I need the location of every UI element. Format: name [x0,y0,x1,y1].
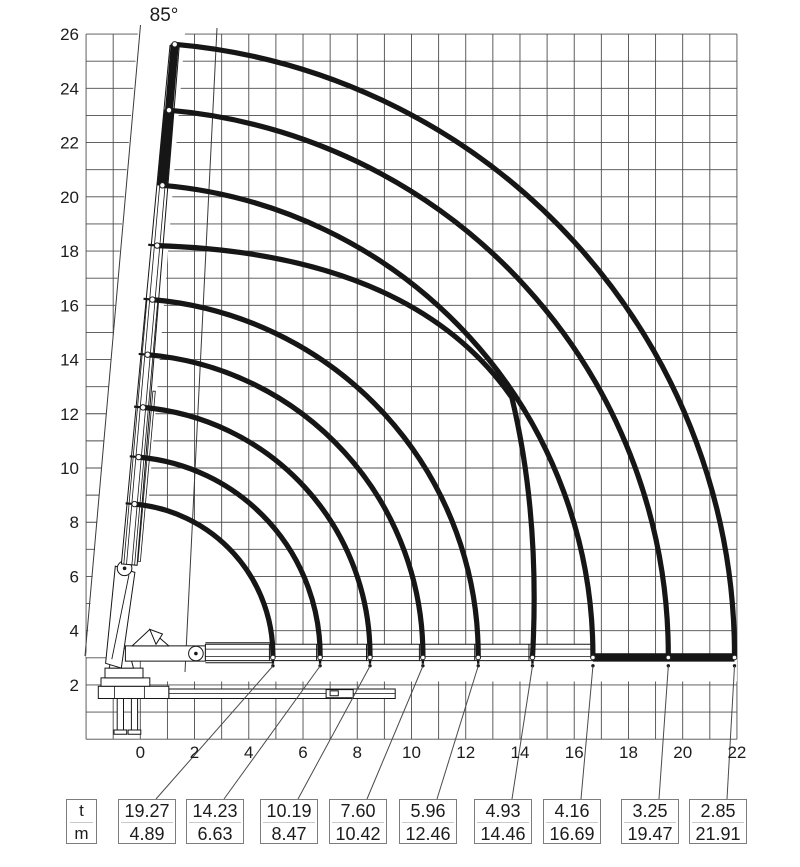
x-axis-tick-label: 8 [352,743,362,762]
boom-joint-dot [132,501,137,506]
crane-outline [117,699,123,732]
units-box [66,799,97,844]
outreach-meters: 6.63 [197,824,233,844]
capacity-box [543,799,601,844]
crane-outline [105,668,143,678]
outreach-meters: 19.47 [627,824,673,844]
boom-joint-dot [140,405,145,410]
leader-line [298,666,370,799]
leader-line [581,666,593,799]
x-axis-tick-label: 2 [189,743,200,762]
x-axis-tick-label: 18 [618,743,638,762]
y-axis-tick-label: 8 [69,513,79,533]
arc-landing-dot [476,655,481,660]
capacity-box [689,799,747,844]
leader-line [367,666,423,799]
crane-outline [131,699,137,732]
capacity-box [621,799,679,844]
capacity-box [260,799,318,844]
capacity-box [399,799,457,844]
leader-line [224,666,320,799]
boom-root-pin [194,652,198,656]
y-axis-tick-label: 10 [60,459,79,478]
crane-outline [114,730,127,734]
outreach-meters: 16.69 [549,824,595,844]
knuckle-pin [123,567,127,571]
boom-joint-dot [136,454,141,459]
x-axis-tick-label: 0 [135,743,146,762]
outreach-meters: 10.42 [335,824,381,844]
x-axis-tick-label: 12 [456,743,476,762]
x-axis-tick-label: 14 [510,743,530,762]
capacity-tons: 7.60 [332,800,384,823]
arc-landing-dot [530,655,535,660]
boom-joint-dot [154,243,159,248]
capacity-tons: 10.19 [263,800,315,823]
extended-sections-bar [593,653,735,661]
crane-outline [101,678,150,686]
y-axis-tick-label: 4 [69,621,79,641]
y-axis-tick-label: 14 [60,350,79,370]
x-axis-tick-label: 22 [727,743,747,762]
capacity-arc [175,44,735,658]
capacity-box [118,799,176,844]
capacity-tons: 5.96 [402,800,454,823]
unit-tons-label: t [70,800,93,823]
arc-landing-dot [318,655,323,660]
x-axis-tick-label: 16 [564,743,584,762]
y-axis-tick-label: 24 [60,79,79,99]
capacity-tons: 4.93 [477,800,529,823]
y-axis-tick-label: 2 [69,675,79,695]
y-axis-tick-label: 26 [60,25,79,45]
boom-joint-dot [166,108,171,113]
arc-landing-dot [666,655,671,660]
capacity-tons: 4.16 [546,800,598,823]
boom-joint-dot [150,297,155,302]
capacity-box [329,799,387,844]
leader-line [437,666,478,799]
y-axis-tick-label: 16 [60,296,79,316]
x-axis-tick-label: 6 [298,743,308,762]
y-axis-tick-label: 6 [69,567,79,587]
boom-joint-dot [172,42,177,47]
boom-joint-dot [145,352,150,357]
leader-line [156,666,273,799]
unit-meters-label: m [74,824,89,843]
x-axis-tick-label: 10 [402,743,421,762]
boom-joint-dot [160,183,165,188]
y-axis-tick-label: 12 [60,404,79,424]
capacity-box [474,799,532,844]
boom-angle-label: 85° [149,5,179,26]
crane-outline [98,686,169,698]
x-axis-tick-label: 4 [244,743,254,762]
arc-landing-dot [271,655,276,660]
capacity-tons: 19.27 [121,800,173,823]
outreach-meters: 12.46 [405,824,451,844]
outreach-meters: 14.46 [480,824,526,844]
outreach-meters: 21.91 [695,824,741,844]
leader-line [659,666,668,799]
arc-landing-dot [732,655,737,660]
y-axis-tick-label: 22 [60,133,79,153]
arc-landing-dot [421,655,426,660]
y-axis-tick-label: 20 [60,187,79,207]
capacity-tons: 2.85 [692,800,744,823]
leader-line [727,666,734,799]
outreach-meters: 4.89 [129,824,165,844]
leader-lines [156,666,734,799]
crane-outline [128,730,141,734]
capacity-tons: 3.25 [624,800,676,823]
crane-outline [330,691,338,696]
arc-landing-dot [591,655,596,660]
x-axis-tick-label: 20 [673,743,693,762]
capacity-tons: 14.23 [189,800,241,823]
y-axis-tick-label: 18 [60,242,79,262]
arc-landing-dot [368,655,373,660]
outreach-meters: 8.47 [271,824,307,844]
capacity-box [186,799,244,844]
leader-line [512,666,532,799]
